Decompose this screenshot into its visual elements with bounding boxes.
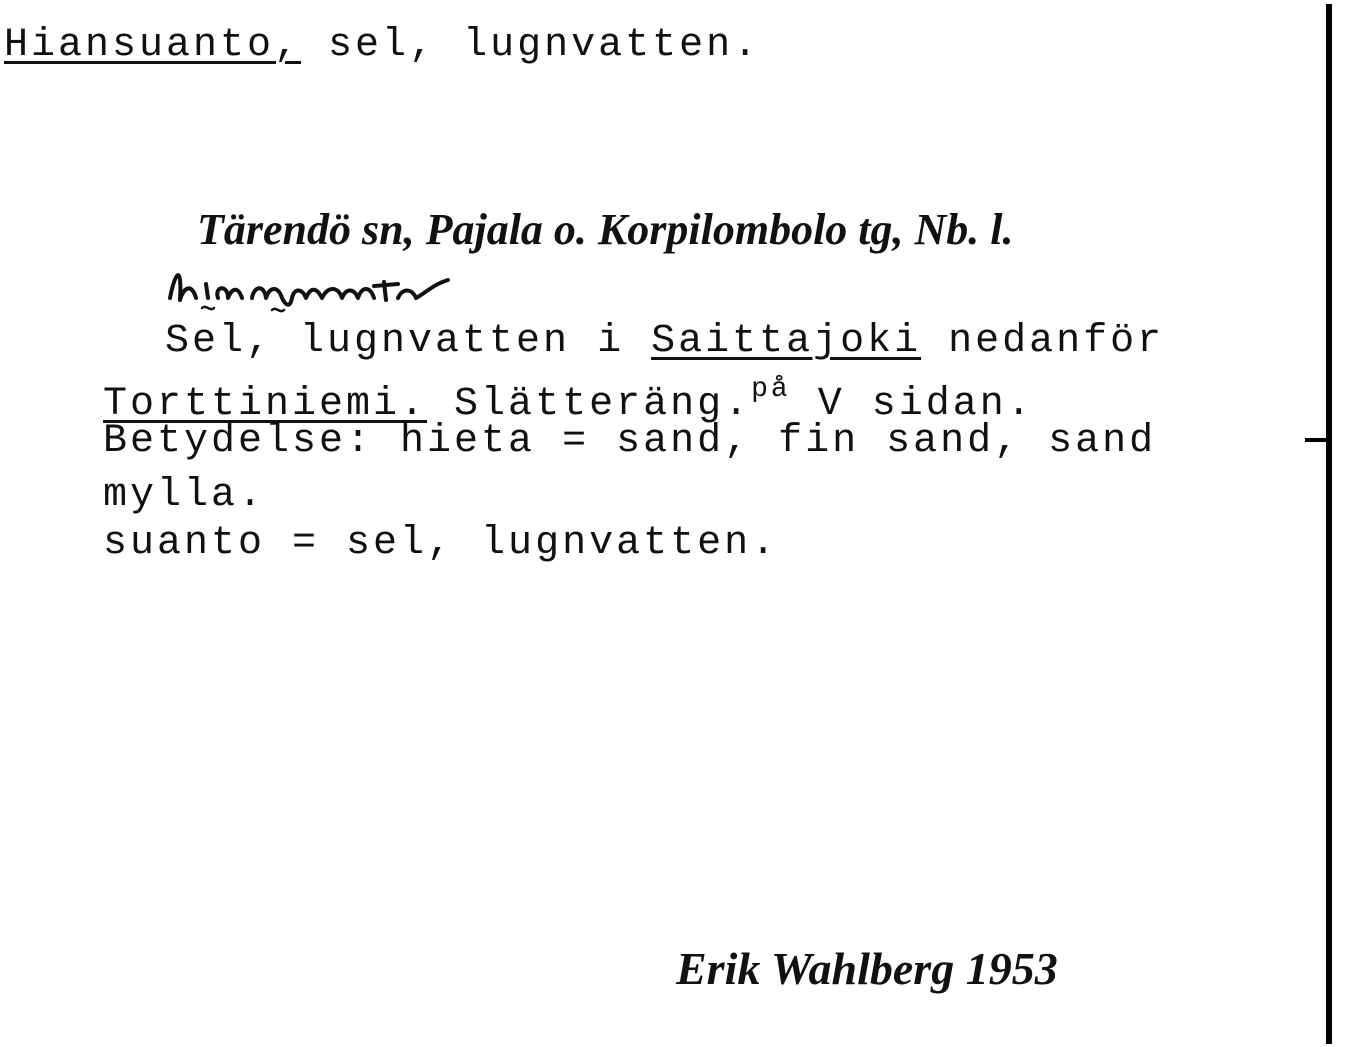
handwritten-annotation — [162, 258, 562, 318]
signature: Erik Wahlberg 1953 — [676, 943, 1058, 994]
place-torttiniemi: Torttiniemi. — [103, 382, 428, 427]
body-line-5: suanto = sel, lugnvatten. — [103, 521, 779, 566]
headword: Hiansuanto, — [4, 23, 302, 68]
header-definition: sel, lugnvatten. — [301, 23, 761, 68]
card-header — [4, 23, 761, 68]
card-edge-line — [1326, 4, 1332, 1044]
body-line-4: mylla. — [103, 473, 266, 518]
body-line-2 — [103, 376, 1034, 425]
body-line-1-prefix: Sel, lugnvatten i — [165, 319, 652, 364]
body-line-3: Betydelse: hieta = sand, fin sand, sand — [103, 419, 1157, 464]
body-line-2-end: V sidan. — [790, 382, 1034, 427]
location-line: Tärendö sn, Pajala o. Korpilombolo tg, Nb. l. — [197, 205, 1014, 254]
body-line-1-suffix: nedanför — [921, 319, 1165, 364]
body-line-1 — [165, 319, 1165, 364]
body-line-2-superscript: på — [751, 374, 791, 405]
body-line-2-suffix: Slätteräng. — [427, 382, 752, 427]
place-saittajoki: Saittajoki — [651, 319, 922, 364]
